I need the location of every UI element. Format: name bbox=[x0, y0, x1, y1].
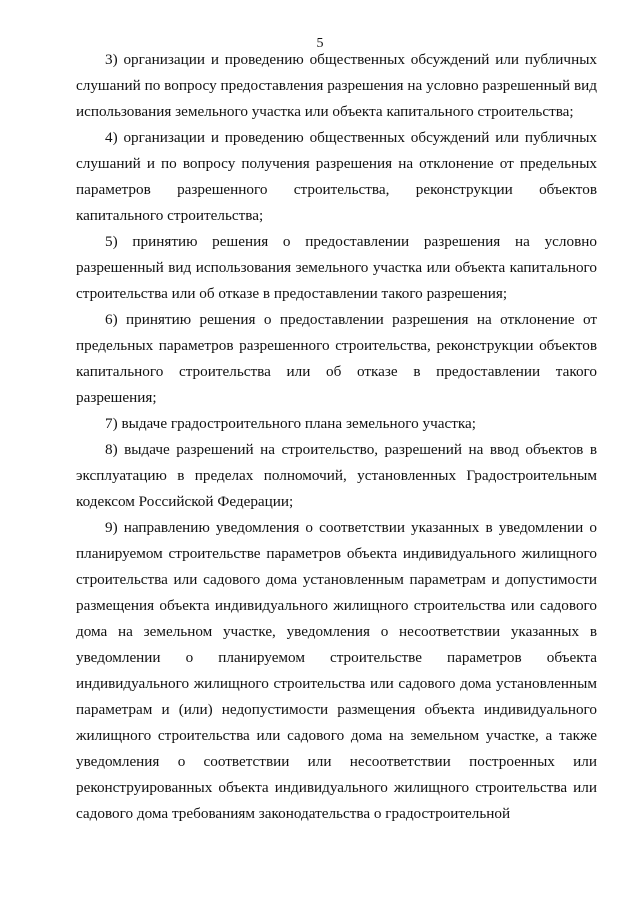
paragraph-item-7: 7) выдаче градостроительного плана земельного участка; bbox=[105, 415, 476, 432]
paragraph-item-8: 8) выдаче разрешений на строительство, разрешений на ввод объектов в эксплуатацию в пределах полномочий, установленных Градостроительным кодексом Российской Федерации; bbox=[76, 441, 597, 510]
document-body bbox=[76, 47, 597, 827]
page-number: 5 bbox=[316, 36, 324, 51]
paragraph-item-5: 5) принятию решения о предоставлении разрешения на условно разрешенный вид использования земельного участка или объекта капитального строительства или об отказе в предоставлении такого разрешения; bbox=[76, 233, 597, 302]
paragraph-item-6: 6) принятию решения о предоставлении разрешения на отклонение от предельных параметров разрешенного строительства, реконструкции объектов капитального строительства или об отказе в предоставлении такого разрешения; bbox=[76, 311, 597, 406]
paragraph-item-3: 3) организации и проведению общественных обсуждений или публичных слушаний по вопросу предоставления разрешения на условно разрешенный вид использования земельного участка или объекта капитального строительства; bbox=[76, 51, 597, 120]
paragraph-item-9: 9) направлению уведомления о соответствии указанных в уведомлении о планируемом строительстве параметров объекта индивидуального жилищного строительства или садового дома установленным параметрам и допустимости размещения объекта индивидуального жилищного строительства или садового дома на земельном участке, уведомления о несоответствии указанных в уведомлении о планируемом строительстве параметров объекта индивидуального жилищного строительства или садового дома установленным параметрам и (или) недопустимости размещения объекта индивидуального жилищного строительства или садового дома на земельном участке, а также уведомления о соответствии или несоответствии построенных или реконструированных объекта индивидуального жилищного строительства или садового дома требованиям законодательства о градостроительной bbox=[76, 519, 597, 822]
paragraph-item-4: 4) организации и проведению общественных обсуждений или публичных слушаний и по вопросу получения разрешения на отклонение от предельных параметров разрешенного строительства, реконструкции объектов капитального строительства; bbox=[76, 129, 597, 224]
